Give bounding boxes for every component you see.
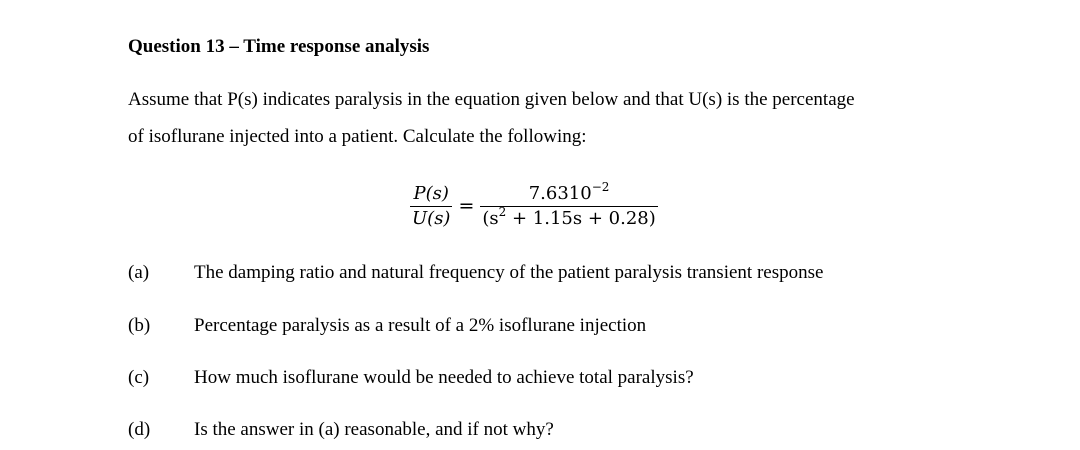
rhs-fraction — [480, 179, 657, 231]
list-item-text: The damping ratio and natural frequency of the patient paralysis transient response — [194, 262, 824, 283]
equals-sign: = — [458, 195, 475, 217]
intro-line-1: Assume that P(s) indicates paralysis in the equation given below and that U(s) is the percentage — [128, 89, 855, 110]
list-item-label: (c) — [128, 367, 150, 388]
lhs-fraction — [410, 182, 452, 231]
rhs-denominator — [480, 204, 657, 231]
rhs-denominator-exponent: 2 — [498, 204, 507, 219]
list-item-label: (b) — [128, 315, 151, 336]
lhs-denominator: U(s) — [412, 207, 451, 229]
list-item-text: How much isoflurane would be needed to achieve total paralysis? — [194, 367, 694, 388]
list-item-label: (d) — [128, 419, 151, 440]
list-item-text: Percentage paralysis as a result of a 2% isoflurane injection — [194, 315, 647, 336]
rhs-denominator-rest: + 1.15s + 0.28) — [506, 207, 656, 229]
rhs-numerator-exponent: −2 — [591, 179, 610, 194]
list-item-label: (a) — [128, 262, 150, 283]
question-title: Question 13 – Time response analysis — [128, 36, 430, 57]
rhs-numerator — [527, 179, 612, 206]
list-item-text: Is the answer in (a) reasonable, and if not why? — [194, 419, 554, 440]
lhs-numerator: P(s) — [413, 182, 449, 204]
intro-line-2: of isoflurane injected into a patient. Calculate the following: — [128, 126, 587, 147]
transfer-function-equation — [410, 176, 658, 236]
rhs-denominator-open: (s — [482, 207, 499, 229]
rhs-numerator-base: 7.6310 — [528, 182, 592, 204]
